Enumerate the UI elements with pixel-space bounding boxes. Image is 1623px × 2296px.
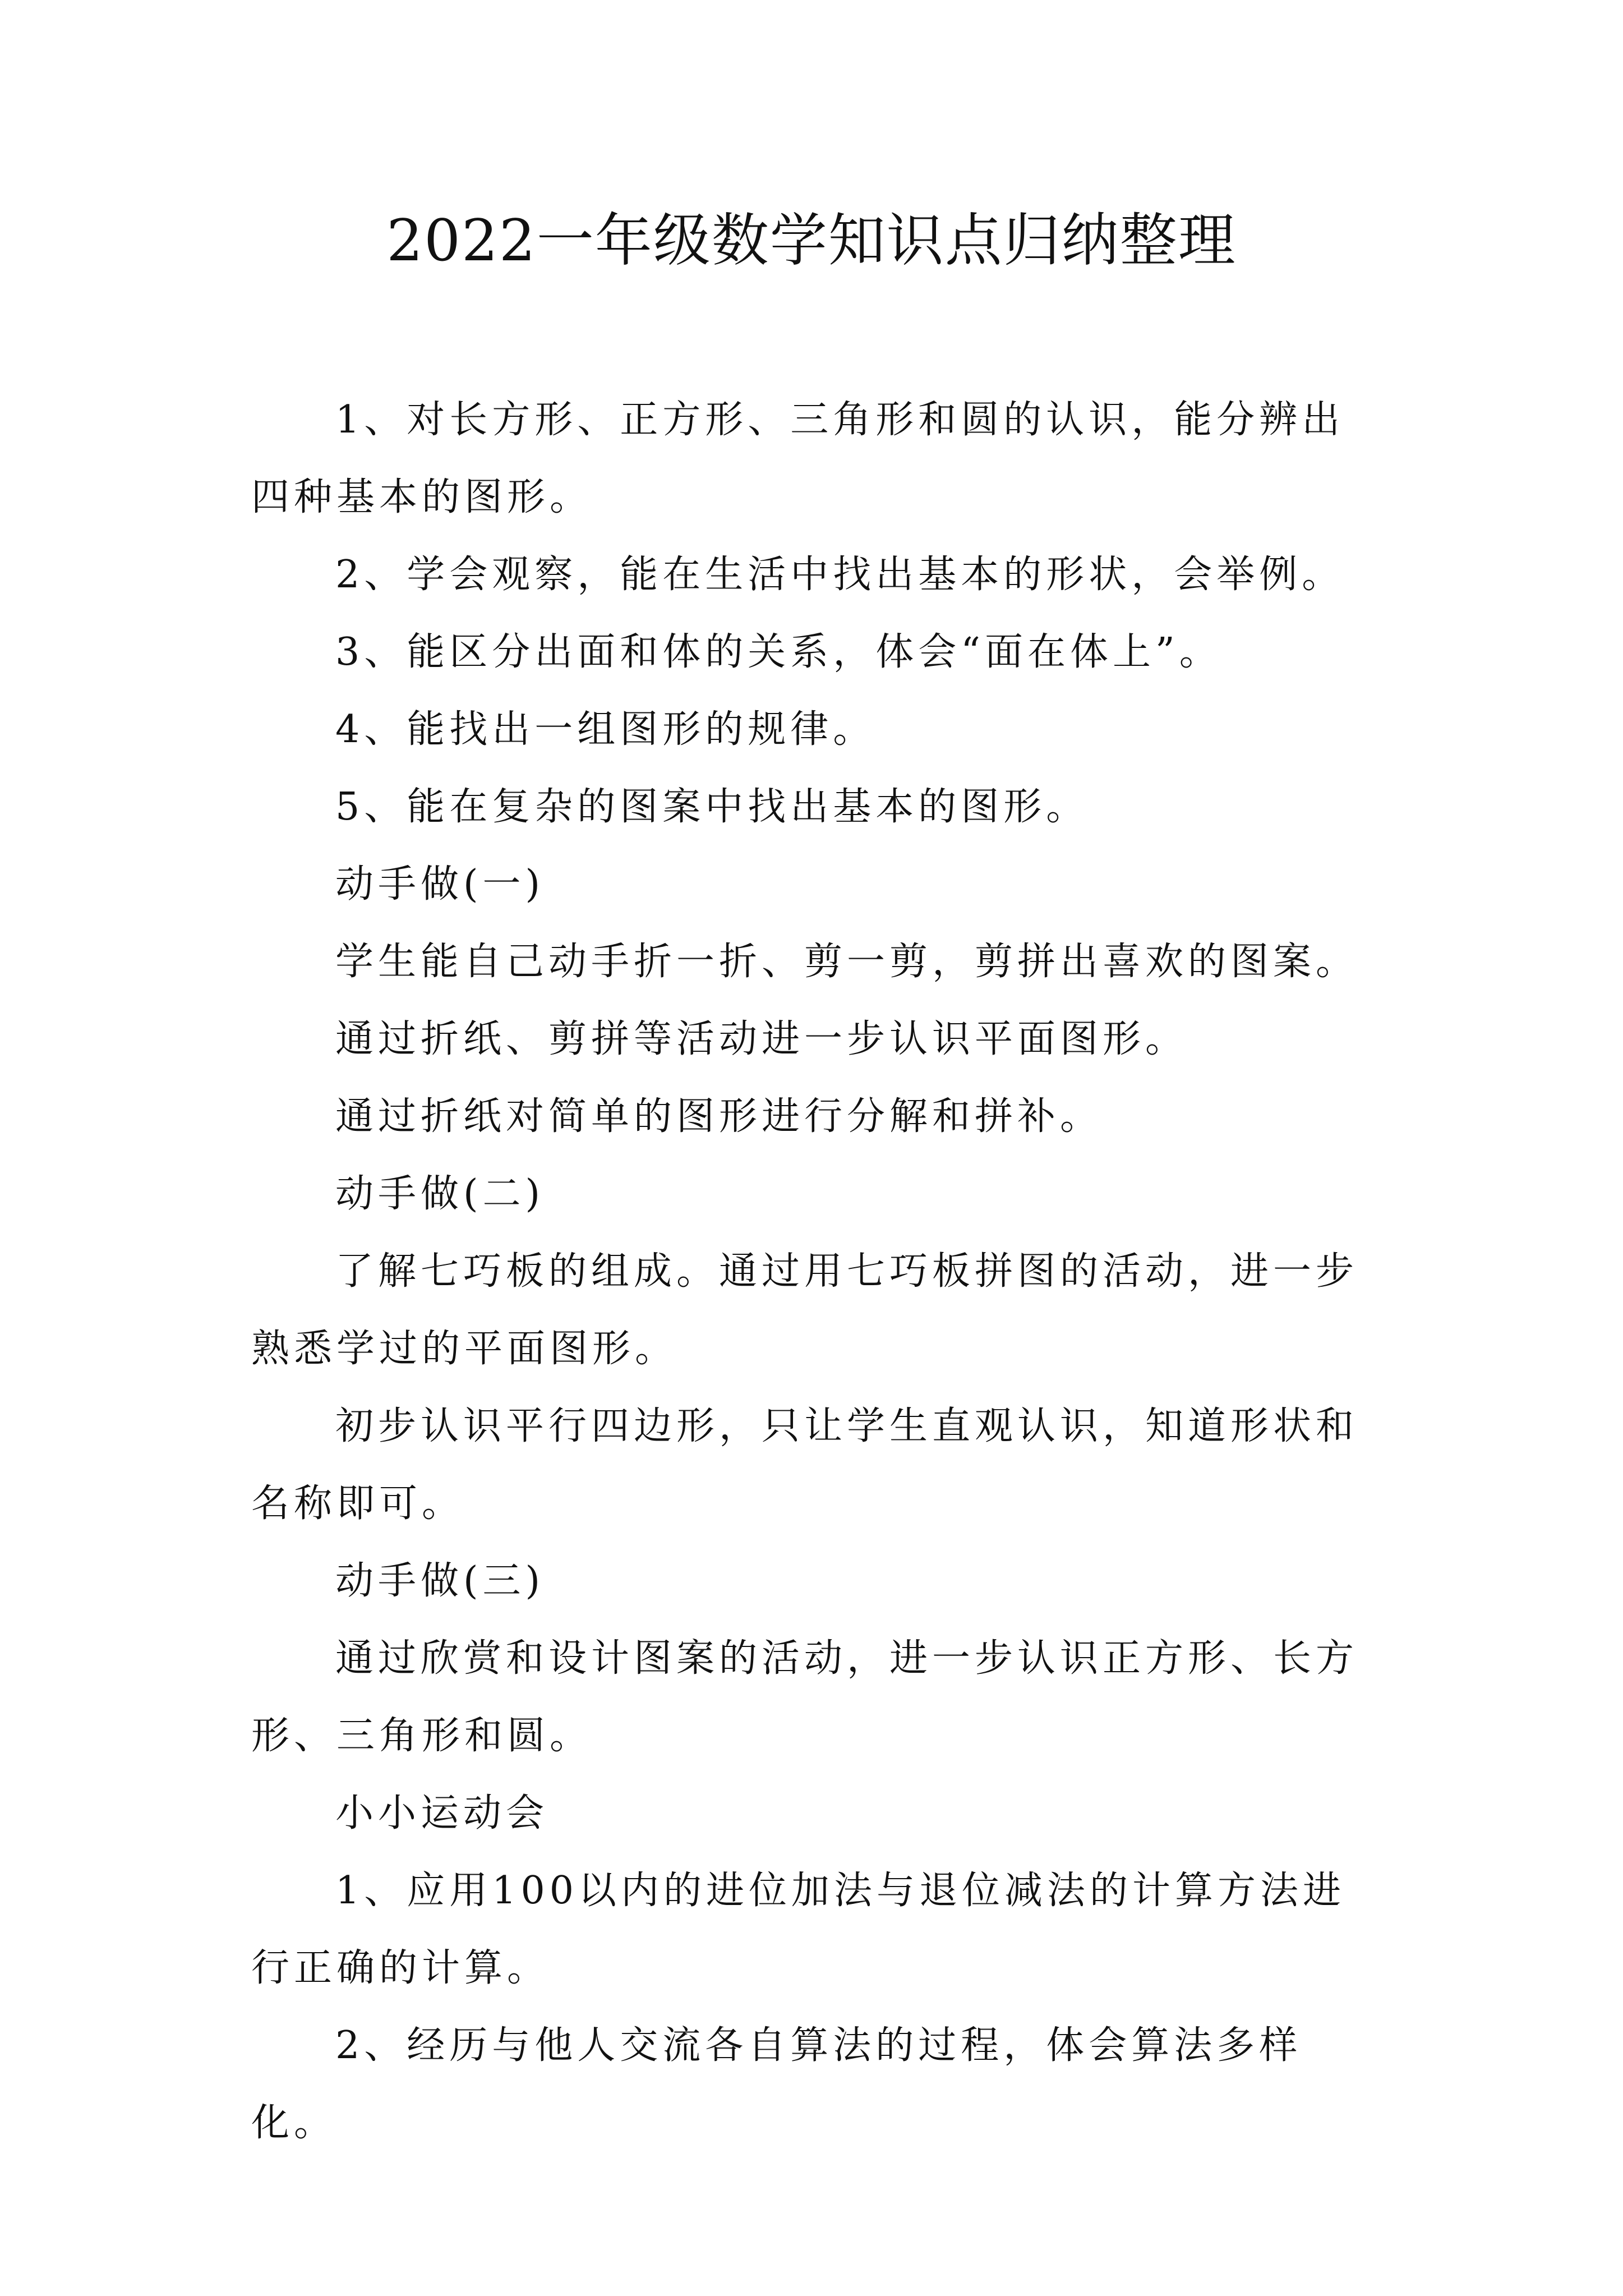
- section-heading-hands-on-3: 动手做(三): [335, 1559, 545, 1603]
- section-heading-hands-on-2: 动手做(二): [335, 1172, 545, 1216]
- paragraph-1: 1、对长方形、正方形、三角形和圆的认识，能分辨出四种基本的图形。: [251, 398, 1345, 519]
- paragraph-6: 学生能自己动手折一折、剪一剪，剪拼出喜欢的图案。: [335, 940, 1359, 984]
- paragraph-11: 通过欣赏和设计图案的活动，进一步认识正方形、长方形、三角形和圆。: [251, 1636, 1359, 1758]
- paragraph-5: 5、能在复杂的图案中找出基本的图形。: [335, 785, 1089, 829]
- section-heading-sports-meet: 小小运动会: [335, 1791, 549, 1835]
- paragraph-10: 初步认识平行四边形，只让学生直观认识，知道形状和名称即可。: [251, 1404, 1359, 1526]
- document-title: 2022一年级数学知识点归纳整理: [386, 208, 1237, 274]
- paragraph-9: 了解七巧板的组成。通过用七巧板拼图的活动，进一步熟悉学过的平面图形。: [251, 1249, 1359, 1371]
- paragraph-12: 1、应用100以内的进位加法与退位减法的计算方法进行正确的计算。: [251, 1869, 1346, 1990]
- paragraph-13: 2、经历与他人交流各自算法的过程，体会算法多样化。: [251, 2023, 1302, 2145]
- paragraph-2: 2、学会观察，能在生活中找出基本的形状，会举例。: [335, 553, 1345, 597]
- paragraph-8: 通过折纸对简单的图形进行分解和拼补。: [335, 1094, 1103, 1139]
- paragraph-4: 4、能找出一组图形的规律。: [335, 707, 876, 752]
- paragraph-7: 通过折纸、剪拼等活动进一步认识平面图形。: [335, 1017, 1188, 1061]
- document-body: [251, 381, 1378, 2162]
- section-heading-hands-on-1: 动手做(一): [335, 862, 545, 907]
- paragraph-3: 3、能区分出面和体的关系，体会“面在体上”。: [335, 630, 1222, 674]
